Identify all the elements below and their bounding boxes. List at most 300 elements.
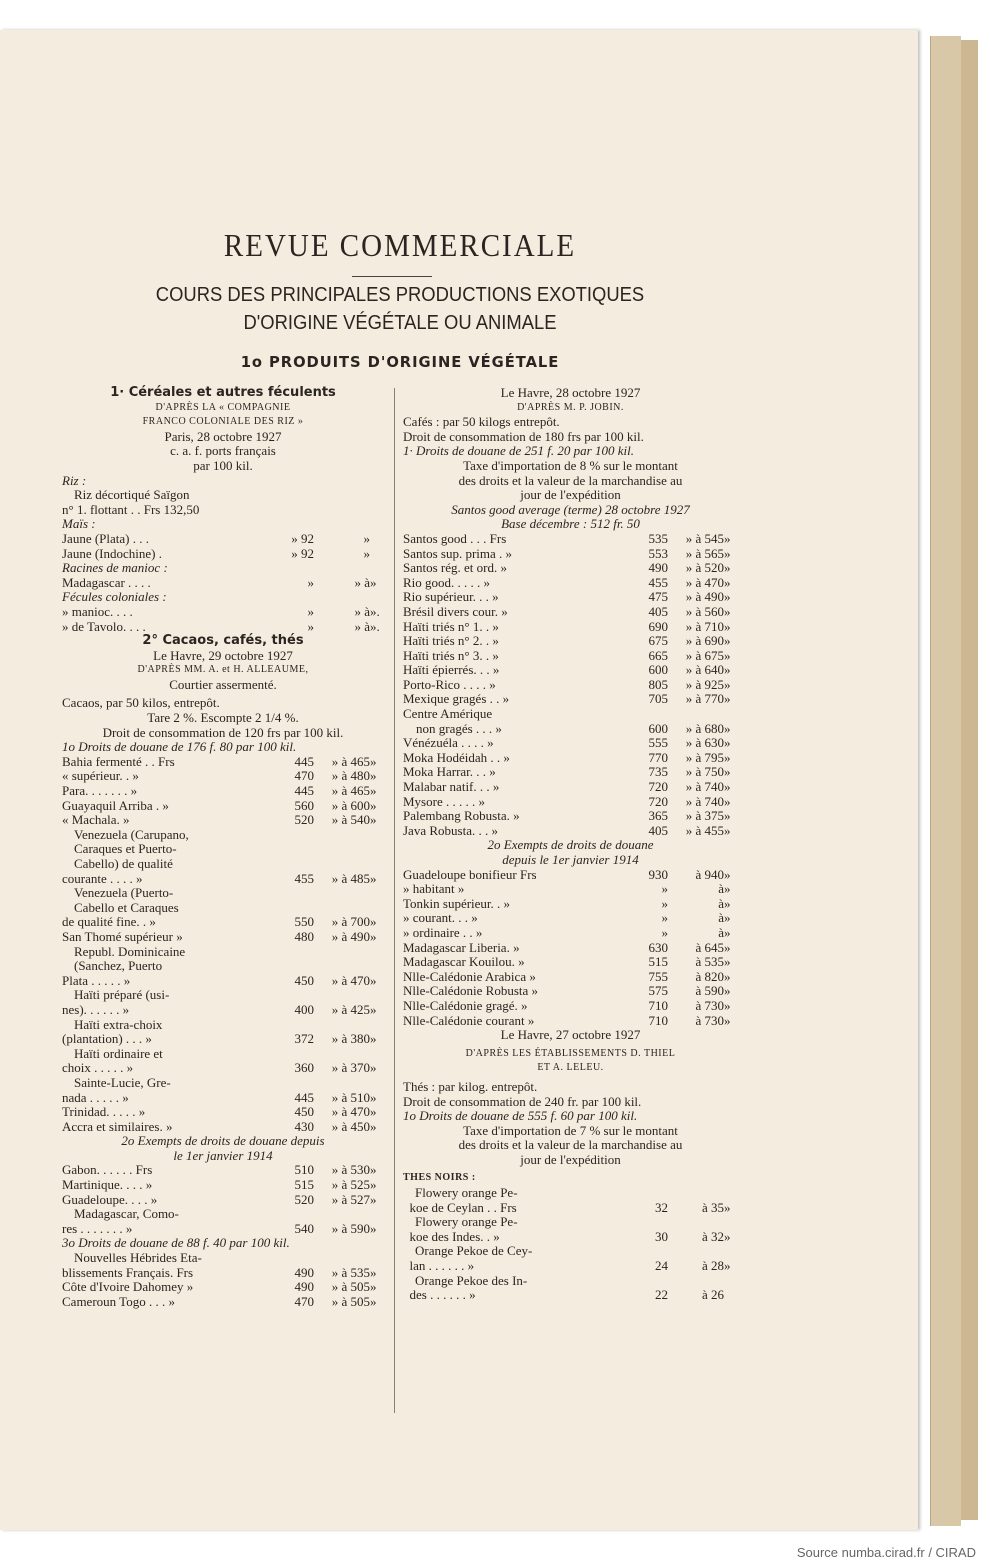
- price-suffix: »: [724, 691, 731, 707]
- price-row-label: Madagascar . . . .: [62, 574, 151, 590]
- subsection-heading: 1· Céréales et autres féculents: [110, 385, 336, 400]
- price-suffix: »: [724, 574, 731, 590]
- price-low: » 92: [291, 530, 314, 546]
- price-low: »: [661, 895, 668, 911]
- price-low: 575: [648, 983, 668, 999]
- price-row: [403, 1201, 738, 1216]
- price-low: 520: [294, 812, 314, 828]
- price-row: [62, 974, 384, 989]
- price-high: » à 465: [331, 783, 370, 799]
- price-high: à 535: [695, 954, 724, 970]
- price-high: » à 530: [331, 1162, 370, 1178]
- price-suffix: »: [724, 720, 731, 736]
- price-suffix: »: [370, 870, 377, 886]
- price-high: à: [718, 895, 724, 911]
- price-row-label: Haïti triés n° 3. . »: [403, 647, 499, 663]
- italic-heading: depuis le 1er janvier 1914: [502, 852, 639, 867]
- price-row-label: nada . . . . . »: [62, 1089, 129, 1105]
- price-high: » à 490: [331, 928, 370, 944]
- price-row-label: Nlle-Calédonie courant »: [403, 1012, 535, 1028]
- price-low: 372: [294, 1031, 314, 1047]
- price-row: [62, 930, 384, 945]
- price-low: 553: [648, 545, 668, 561]
- price-row-label: Rio good. . . . . »: [403, 574, 491, 590]
- price-low: 405: [648, 822, 668, 838]
- price-row: [62, 813, 384, 828]
- price-row: [62, 784, 384, 799]
- price-row-label: » courant. . . »: [403, 910, 478, 926]
- price-high: » à 470: [331, 1104, 370, 1120]
- price-row: [403, 590, 738, 605]
- price-suffix: »: [724, 866, 731, 882]
- price-low: 30: [655, 1228, 668, 1244]
- price-high: à: [718, 881, 724, 897]
- price-suffix: »: [370, 1264, 377, 1280]
- price-row: [62, 1280, 384, 1295]
- price-low: 540: [294, 1220, 314, 1236]
- price-row-label: Mexique gragés . . »: [403, 691, 510, 707]
- price-row-label: Para. . . . . . . »: [62, 783, 138, 799]
- text-line: Haïti préparé (usi-: [74, 987, 170, 1003]
- source-line: D'APRÈS MM. A. et H. ALLEAUME,: [137, 664, 309, 676]
- price-suffix: »: [370, 928, 377, 944]
- price-low: 22: [655, 1287, 668, 1303]
- price-suffix: »: [724, 749, 731, 765]
- text-line: Cafés : par 50 kilogs entrepôt.: [403, 414, 560, 430]
- category-label: THES NOIRS :: [403, 1172, 476, 1184]
- price-high: » à 545: [685, 530, 724, 546]
- price-row: [403, 576, 738, 591]
- italic-line: Fécules coloniales :: [62, 589, 167, 605]
- price-row-label: Accra et similaires. »: [62, 1118, 173, 1134]
- price-high: » à 710: [685, 618, 724, 634]
- price-suffix: ».: [370, 603, 380, 619]
- price-suffix: »: [724, 822, 731, 838]
- price-row-label: Malabar natif. . . »: [403, 779, 500, 795]
- text-line: (Sanchez, Puerto: [74, 958, 163, 974]
- price-suffix: »: [724, 603, 731, 619]
- italic-line: Maïs :: [62, 516, 96, 532]
- price-low: »: [307, 574, 314, 590]
- price-row: [403, 634, 738, 649]
- price-suffix: [370, 532, 384, 547]
- price-row-label: non gragés . . . »: [403, 720, 502, 736]
- price-low: »: [661, 924, 668, 940]
- price-high: » à 455: [685, 822, 724, 838]
- price-high: » à 370: [331, 1060, 370, 1076]
- price-row-label: blissements Français. Frs: [62, 1264, 194, 1280]
- price-row: [403, 795, 738, 810]
- price-low: 735: [648, 764, 668, 780]
- price-suffix: »: [370, 1001, 377, 1017]
- price-suffix: »: [370, 1162, 377, 1178]
- price-suffix: »: [370, 1031, 377, 1047]
- price-row: [403, 780, 738, 795]
- italic-line: 1o Droits de douane de 555 f. 60 par 100 kil.: [403, 1108, 638, 1124]
- price-low: 400: [294, 1001, 314, 1017]
- italic-line: Racines de manioc :: [62, 560, 168, 576]
- price-row-label: « supérieur. . »: [62, 768, 139, 784]
- price-row: [403, 984, 738, 999]
- price-low: 450: [294, 1104, 314, 1120]
- price-row-label: Madagascar Liberia. »: [403, 939, 520, 955]
- price-high: » à 560: [685, 603, 724, 619]
- price-row: [403, 605, 738, 620]
- price-suffix: »: [724, 1228, 731, 1244]
- price-high: » à: [354, 618, 370, 634]
- price-suffix: »: [370, 1220, 377, 1236]
- price-row-label: San Thomé supérieur »: [62, 928, 183, 944]
- price-row-label: Santos sup. prima . »: [403, 545, 513, 561]
- price-low: 455: [294, 870, 314, 886]
- price-high: » à 770: [685, 691, 724, 707]
- price-row: [403, 765, 738, 780]
- price-row: [403, 561, 738, 576]
- price-high: » à 700: [331, 914, 370, 930]
- italic-heading: 2o Exempts de droits de douane: [487, 837, 654, 853]
- centered-line: jour de l'expédition: [520, 487, 621, 503]
- price-suffix: »: [724, 589, 731, 605]
- price-row: [62, 503, 384, 518]
- source-line: ET A. LELEU.: [537, 1062, 604, 1074]
- price-low: 445: [294, 753, 314, 769]
- price-low: 710: [648, 1012, 668, 1028]
- price-suffix: ».: [370, 618, 380, 634]
- price-low: 770: [648, 749, 668, 765]
- price-suffix: »: [724, 530, 731, 546]
- price-suffix: »: [724, 881, 731, 897]
- italic-heading: 2o Exempts de droits de douane depuis: [121, 1133, 325, 1149]
- price-row-label: (plantation) . . . »: [62, 1031, 152, 1047]
- price-suffix: »: [724, 545, 731, 561]
- price-suffix: »: [724, 764, 731, 780]
- price-suffix: »: [724, 793, 731, 809]
- price-suffix: »: [724, 808, 731, 824]
- price-suffix: »: [724, 633, 731, 649]
- price-low: 720: [648, 793, 668, 809]
- price-high: à: [718, 924, 724, 940]
- price-high: » à 600: [331, 797, 370, 813]
- page-edge: [930, 36, 961, 1526]
- price-low: 510: [294, 1162, 314, 1178]
- price-high: » à 565: [685, 545, 724, 561]
- price-low: 755: [648, 968, 668, 984]
- price-row-label: Santos rég. et ord. »: [403, 560, 507, 576]
- centered-line: Le Havre, 29 octobre 1927: [153, 647, 293, 663]
- price-suffix: »: [370, 1177, 377, 1193]
- price-row: [403, 692, 738, 707]
- text-line: Sainte-Lucie, Gre-: [74, 1074, 171, 1090]
- price-suffix: »: [724, 924, 731, 940]
- price-high: » à 740: [685, 793, 724, 809]
- price-high: » à 795: [685, 749, 724, 765]
- centered-line: Taxe d'importation de 7 % sur le montant: [463, 1122, 678, 1138]
- text-line: Haïti extra-choix: [74, 1016, 163, 1032]
- price-row: [403, 1014, 738, 1029]
- price-high: » à 520: [685, 560, 724, 576]
- price-low: 475: [648, 589, 668, 605]
- price-high: à 35: [701, 1199, 724, 1215]
- price-row-label: Palembang Robusta. »: [403, 808, 520, 824]
- price-row: [403, 897, 738, 912]
- text-line: Droit de consommation de 180 frs par 100 kil.: [403, 428, 644, 444]
- price-row-label: Nlle-Calédonie Arabica »: [403, 968, 536, 984]
- price-high: » à 510: [331, 1089, 370, 1105]
- price-high: à 730: [695, 1012, 724, 1028]
- text-line: Cabello et Caraques: [74, 899, 179, 915]
- price-suffix: »: [724, 997, 731, 1013]
- price-row: [62, 1178, 384, 1193]
- price-row: [403, 824, 738, 839]
- price-high: » à 640: [685, 662, 724, 678]
- price-row-label: res . . . . . . . »: [62, 1220, 133, 1236]
- price-row: [403, 649, 738, 664]
- text-line: Riz décortiqué Saïgon: [74, 487, 190, 503]
- price-high: à 940: [695, 866, 724, 882]
- price-low: 720: [648, 779, 668, 795]
- price-suffix: »: [724, 954, 731, 970]
- price-high: [314, 503, 370, 518]
- price-high: » à 680: [685, 720, 724, 736]
- italic-line: 1o Droits de douane de 176 f. 80 par 100 kil.: [62, 739, 297, 755]
- price-low: 365: [648, 808, 668, 824]
- price-high: » à 470: [685, 574, 724, 590]
- page-title: REVUE COMMERCIALE: [223, 228, 577, 264]
- price-row: [62, 1105, 384, 1120]
- price-suffix: »: [724, 910, 731, 926]
- price-suffix: »: [370, 1060, 377, 1076]
- centered-line: Le Havre, 27 octobre 1927: [500, 1027, 641, 1043]
- italic-heading: le 1er janvier 1914: [173, 1147, 273, 1163]
- text-line: Haïti ordinaire et: [74, 1045, 163, 1061]
- price-low: 515: [648, 954, 668, 970]
- price-low: 445: [294, 1089, 314, 1105]
- price-low: 690: [648, 618, 668, 634]
- subsection-heading: 2° Cacaos, cafés, thés: [142, 633, 304, 649]
- price-low: 515: [294, 1177, 314, 1193]
- price-low: 560: [294, 797, 314, 813]
- price-row: [403, 882, 738, 897]
- price-row-label: Côte d'Ivoire Dahomey »: [62, 1279, 194, 1295]
- price-suffix: »: [370, 914, 377, 930]
- price-low: 470: [294, 768, 314, 784]
- price-low: 445: [294, 783, 314, 799]
- price-row-label: Haïti triés n° 2. . »: [403, 633, 499, 649]
- source-line: D'APRÈS LA « COMPAGNIE: [155, 401, 291, 413]
- price-high: » à 527: [331, 1191, 370, 1207]
- price-suffix: »: [724, 1199, 731, 1215]
- price-row-label: Rio supérieur. . . »: [403, 589, 499, 605]
- price-row-label: choix . . . . . »: [62, 1060, 134, 1076]
- price-row: [62, 872, 384, 887]
- text-line: Thés : par kilog. entrepôt.: [403, 1078, 538, 1094]
- price-high: » à 505: [331, 1279, 370, 1295]
- price-suffix: [724, 1288, 738, 1303]
- text-line: Cabello) de qualité: [74, 856, 173, 871]
- price-row-label: » ordinaire . . »: [403, 924, 483, 940]
- price-suffix: »: [370, 972, 377, 988]
- price-row: [403, 1259, 738, 1274]
- price-suffix: »: [370, 812, 377, 828]
- price-row-label: » habitant »: [403, 881, 465, 897]
- column-divider: [394, 388, 395, 1413]
- price-low: 360: [294, 1060, 314, 1076]
- text-line: Venezuela (Puerto-: [74, 885, 174, 901]
- centered-line: des droits et la valeur de la marchandise au: [458, 472, 683, 488]
- price-row-label: Madagascar Kouilou. »: [403, 954, 525, 970]
- price-row: [62, 1032, 384, 1047]
- left-column: [62, 386, 384, 1309]
- text-line: Centre Amérique: [403, 706, 493, 722]
- price-row-label: Guadeloupe. . . . »: [62, 1191, 158, 1207]
- price-low: 450: [294, 972, 314, 988]
- price-row-label: Trinidad. . . . . »: [62, 1104, 146, 1120]
- price-row-label: Cameroun Togo . . . »: [62, 1293, 175, 1309]
- price-row: [403, 911, 738, 926]
- price-row-label: Nlle-Calédonie gragé. »: [403, 997, 528, 1013]
- centered-line: Taxe d'importation de 8 % sur le montant: [463, 457, 678, 473]
- price-suffix: »: [370, 1089, 377, 1105]
- price-high: » à 490: [685, 589, 724, 605]
- source-credit: Source numba.cirad.fr / CIRAD: [796, 1545, 976, 1560]
- source-line: D'APRÈS LES ÉTABLISSEMENTS D. THIEL: [465, 1047, 676, 1059]
- price-low: 455: [648, 574, 668, 590]
- price-high: à 28: [701, 1258, 724, 1274]
- price-row: [62, 1061, 384, 1076]
- price-row-label: des . . . . . . »: [403, 1287, 476, 1303]
- price-row: [62, 1266, 384, 1281]
- price-high: » à 375: [685, 808, 724, 824]
- price-high: »: [363, 530, 370, 546]
- price-low: 535: [648, 530, 668, 546]
- heading-line-1: COURS DES PRINCIPALES PRODUCTIONS EXOTIQUES: [155, 284, 645, 306]
- price-high: à 32: [701, 1228, 724, 1244]
- centered-line: Courtier assermenté.: [169, 676, 277, 692]
- price-row-label: Martinique. . . . »: [62, 1177, 153, 1193]
- price-row-label: Gabon. . . . . . Frs: [62, 1162, 153, 1178]
- price-row: [62, 1222, 384, 1237]
- price-suffix: »: [724, 676, 731, 692]
- price-high: » à 505: [331, 1293, 370, 1309]
- price-low: 555: [648, 735, 668, 751]
- price-low: 600: [648, 662, 668, 678]
- price-row: [62, 1295, 384, 1310]
- price-suffix: »: [370, 1191, 377, 1207]
- price-low: 675: [648, 633, 668, 649]
- price-suffix: »: [370, 1293, 377, 1309]
- price-low: » 92: [291, 545, 314, 561]
- price-high: à 590: [695, 983, 724, 999]
- price-suffix: [370, 503, 384, 518]
- price-row: [62, 1091, 384, 1106]
- price-row-label: Guayaquil Arriba . »: [62, 797, 169, 813]
- price-suffix: »: [370, 768, 377, 784]
- price-row: [62, 1003, 384, 1018]
- price-low: »: [307, 603, 314, 619]
- price-low: »: [307, 618, 314, 634]
- text-line: Caraques et Puerto-: [74, 841, 177, 857]
- text-line: Cacaos, par 50 kilos, entrepôt.: [62, 695, 220, 711]
- price-row: [403, 868, 738, 883]
- price-high: » à 590: [331, 1220, 370, 1236]
- price-row: [62, 769, 384, 784]
- source-line: FRANCO COLONIALE DES RIZ »: [142, 416, 304, 428]
- price-high: » à 535: [331, 1264, 370, 1280]
- italic-line: 3o Droits de douane de 88 f. 40 par 100 kil.: [62, 1235, 290, 1251]
- price-row-label: Tonkin supérieur. . »: [403, 895, 511, 911]
- price-suffix: »: [370, 1118, 377, 1134]
- italic-heading: Base décembre : 512 fr. 50: [501, 516, 640, 532]
- price-row-label: Plata . . . . . »: [62, 972, 131, 988]
- price-row: [403, 532, 738, 547]
- text-line: Flowery orange Pe-: [415, 1214, 518, 1230]
- italic-line: 1· Droits de douane de 251 f. 20 par 100 kil.: [403, 443, 634, 459]
- price-row-label: « Machala. »: [62, 812, 130, 828]
- price-low: 630: [648, 939, 668, 955]
- price-high: à 26: [701, 1287, 724, 1303]
- price-suffix: »: [724, 618, 731, 634]
- price-suffix: »: [724, 560, 731, 576]
- price-low: 710: [648, 997, 668, 1013]
- price-row: [403, 722, 738, 737]
- price-suffix: »: [724, 939, 731, 955]
- price-suffix: »: [370, 1104, 377, 1120]
- price-suffix: »: [724, 647, 731, 663]
- page-sheet: [0, 30, 918, 1530]
- price-row-label: » de Tavolo. . . .: [62, 618, 146, 634]
- price-row: [403, 970, 738, 985]
- price-low: 665: [648, 647, 668, 663]
- price-high: » à 540: [331, 812, 370, 828]
- price-suffix: »: [724, 968, 731, 984]
- price-low: 32: [655, 1199, 668, 1215]
- price-row: [62, 605, 384, 620]
- centered-line: c. a. f. ports français: [170, 443, 276, 459]
- price-high: » à 630: [685, 735, 724, 751]
- price-row: [62, 1163, 384, 1178]
- price-row: [62, 1193, 384, 1208]
- price-high: » à 470: [331, 972, 370, 988]
- price-row-label: de qualité fine. . »: [62, 914, 156, 930]
- price-row-label: koe de Ceylan . . Frs: [403, 1199, 517, 1215]
- text-line: Madagascar, Como-: [74, 1206, 179, 1222]
- price-row: [62, 620, 384, 635]
- source-line: D'APRÈS M. P. JOBIN.: [517, 401, 624, 413]
- price-row-label: Vénézuéla . . . . »: [403, 735, 494, 751]
- text-line: Orange Pekoe de Cey-: [415, 1243, 533, 1259]
- price-high: » à 750: [685, 764, 724, 780]
- centered-line: Tare 2 %. Escompte 2 1/4 %.: [147, 710, 299, 726]
- heading-line-2: D'ORIGINE VÉGÉTALE OU ANIMALE: [243, 312, 557, 334]
- price-high: » à 450: [331, 1118, 370, 1134]
- price-low: [258, 503, 314, 518]
- price-row-label: Santos good . . . Frs: [403, 530, 507, 546]
- price-row: [403, 999, 738, 1014]
- price-high: » à 425: [331, 1001, 370, 1017]
- price-row: [403, 809, 738, 824]
- price-row-label: Jaune (Plata) . . .: [62, 530, 150, 546]
- price-row: [403, 1288, 738, 1303]
- price-low: 520: [294, 1191, 314, 1207]
- price-high: » à 675: [685, 647, 724, 663]
- price-row-label: koe des Indes. . »: [403, 1228, 500, 1244]
- price-high: » à 485: [331, 870, 370, 886]
- price-high: » à 480: [331, 768, 370, 784]
- price-row-label: nes). . . . . . »: [62, 1001, 130, 1017]
- price-suffix: »: [370, 783, 377, 799]
- price-high: » à 925: [685, 676, 724, 692]
- price-row: [403, 663, 738, 678]
